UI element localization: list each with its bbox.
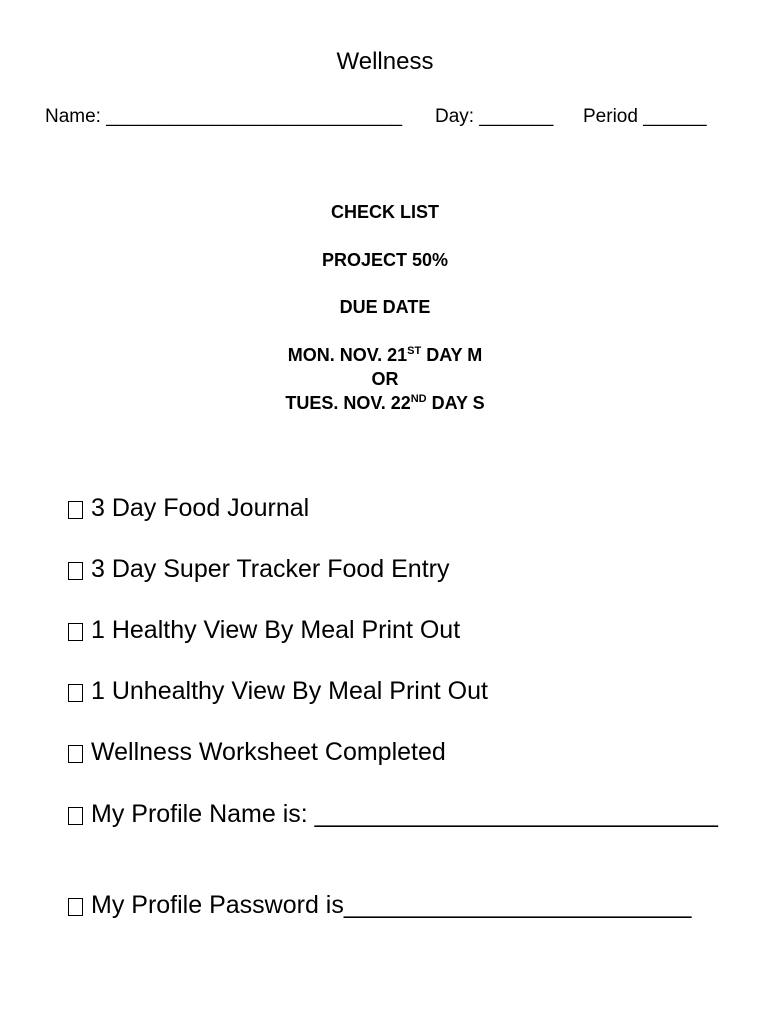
checkbox-icon[interactable]: [68, 623, 83, 641]
due-date-or: OR: [371, 369, 399, 389]
checkbox-icon[interactable]: [68, 684, 83, 702]
checklist-heading: CHECK LIST: [331, 202, 439, 222]
checklist-item-label: 1 Healthy View By Meal Print Out: [91, 616, 461, 644]
day-field[interactable]: Day: _______: [435, 106, 554, 127]
due-date-heading: DUE DATE: [339, 297, 431, 317]
checklist-item-healthy-meal[interactable]: [68, 616, 460, 645]
checkbox-icon[interactable]: [68, 745, 83, 763]
checkbox-icon[interactable]: [68, 898, 83, 916]
checklist-item-worksheet[interactable]: [68, 738, 446, 767]
ordinal-suffix: ST: [407, 345, 422, 357]
checklist-item-label: Wellness Worksheet Completed: [91, 738, 446, 766]
checklist-item-label: My Profile Name is: _____________________________: [91, 800, 718, 828]
checklist-item-food-journal[interactable]: [68, 494, 309, 523]
due-date-tuesday: [0, 393, 770, 414]
due-date-monday-text: MON. NOV. 21: [287, 345, 408, 365]
period-field[interactable]: Period ______: [583, 106, 707, 127]
ordinal-suffix: ND: [410, 393, 427, 405]
checklist-item-unhealthy-meal[interactable]: [68, 677, 488, 706]
checklist-item-super-tracker[interactable]: [68, 555, 449, 584]
name-field[interactable]: Name: ____________________________: [45, 106, 403, 127]
due-date-monday-day: DAY M: [421, 345, 483, 365]
checklist-item-label: 3 Day Super Tracker Food Entry: [91, 555, 450, 583]
checklist-item-label: My Profile Password is_________________________: [91, 891, 692, 919]
checklist-item-profile-password[interactable]: [68, 891, 691, 920]
checkbox-icon[interactable]: [68, 562, 83, 580]
due-date-tuesday-text: TUES. NOV. 22: [285, 393, 411, 413]
due-date-monday: [0, 345, 770, 366]
checklist-item-profile-name[interactable]: [68, 800, 718, 829]
due-date-tuesday-day: DAY S: [426, 393, 485, 413]
project-weight: PROJECT 50%: [321, 250, 449, 270]
checklist-item-label: 1 Unhealthy View By Meal Print Out: [91, 677, 488, 705]
checkbox-icon[interactable]: [68, 501, 83, 519]
page-title: Wellness: [336, 48, 434, 75]
checkbox-icon[interactable]: [68, 807, 83, 825]
checklist-item-label: 3 Day Food Journal: [91, 494, 310, 522]
